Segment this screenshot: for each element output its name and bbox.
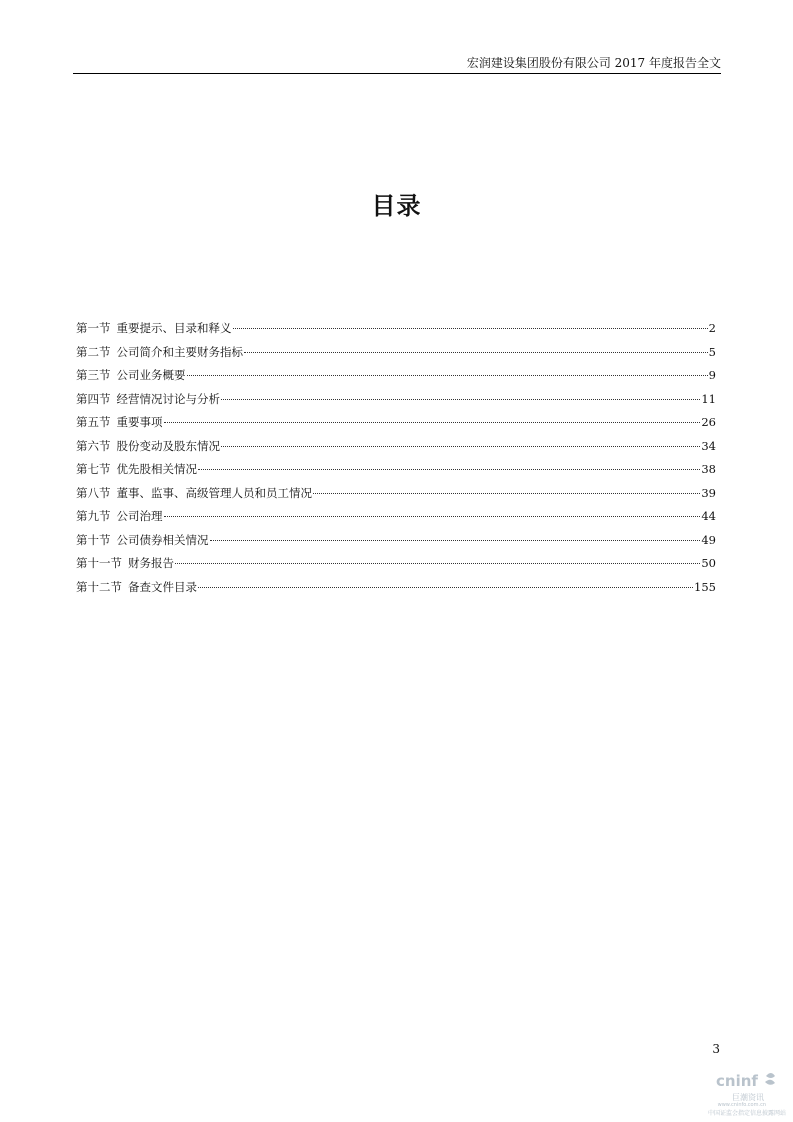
dot-leader — [164, 516, 701, 517]
dot-leader — [221, 446, 700, 447]
toc-page-number: 44 — [701, 509, 716, 523]
toc-entry-12[interactable] — [76, 576, 716, 600]
dot-leader — [187, 375, 708, 376]
toc-section-title: 优先股相关情况 — [116, 462, 197, 476]
page-header: 宏润建设集团股份有限公司 2017 年度报告全文 — [466, 56, 721, 70]
toc-entry-label — [76, 458, 197, 482]
toc-entry-label — [76, 482, 312, 506]
toc-entry-2[interactable] — [76, 341, 716, 365]
toc-entry-4[interactable] — [76, 388, 716, 412]
toc-entry-label — [76, 529, 209, 553]
dot-leader — [233, 328, 708, 329]
toc-entry-9[interactable] — [76, 505, 716, 529]
toc-section-number: 第八节 — [76, 485, 111, 500]
toc-section-title: 公司治理 — [116, 509, 163, 523]
toc-page-number: 38 — [701, 462, 716, 476]
page-number: 3 — [712, 1042, 720, 1056]
toc-entry-6[interactable] — [76, 435, 716, 459]
watermark-tagline: 中国证监会指定信息披露网站 — [707, 1110, 786, 1117]
toc-page-number: 50 — [701, 556, 716, 570]
toc-section-title: 公司简介和主要财务指标 — [116, 344, 243, 359]
toc-entry-label — [76, 576, 197, 600]
header-rule — [73, 73, 721, 74]
cninfo-logo-icon — [716, 1070, 776, 1092]
toc-section-title: 公司业务概要 — [116, 368, 186, 382]
toc-section-number: 第二节 — [76, 344, 111, 359]
toc-entry-7[interactable] — [76, 458, 716, 482]
toc-section-title: 重要事项 — [116, 415, 163, 429]
watermark-url: www.cninfo.com.cn — [717, 1102, 766, 1108]
toc-entry-3[interactable] — [76, 364, 716, 388]
toc-section-number: 第六节 — [76, 438, 111, 453]
toc-entry-1[interactable] — [76, 317, 716, 341]
toc-page-number: 39 — [701, 485, 716, 500]
watermark-subtitle: 巨潮资讯 — [732, 1093, 764, 1102]
toc-entry-label — [76, 411, 163, 435]
toc-page-number: 11 — [701, 391, 716, 406]
toc-page-number: 2 — [708, 321, 716, 335]
toc-entry-11[interactable] — [76, 552, 716, 576]
dot-leader — [175, 563, 700, 564]
toc-section-number: 第十节 — [76, 532, 111, 547]
table-of-contents — [76, 317, 716, 599]
dot-leader — [221, 399, 700, 400]
toc-section-title: 备查文件目录 — [128, 579, 197, 594]
toc-title: 目录 — [371, 192, 422, 220]
toc-section-title: 重要提示、目录和释义 — [116, 321, 232, 335]
toc-page-number: 5 — [708, 344, 716, 359]
toc-page-number: 34 — [701, 438, 716, 453]
dot-leader — [198, 587, 693, 588]
toc-section-number: 第三节 — [76, 368, 111, 382]
toc-entry-label — [76, 341, 243, 365]
toc-page-number: 49 — [701, 532, 716, 547]
dot-leader — [313, 493, 700, 494]
toc-page-number: 9 — [708, 368, 716, 382]
toc-page-number: 26 — [701, 415, 716, 429]
toc-section-title: 经营情况讨论与分析 — [116, 391, 220, 406]
toc-section-title: 财务报告 — [128, 556, 174, 570]
dot-leader — [210, 540, 701, 541]
toc-section-number: 第十二节 — [76, 579, 122, 594]
toc-section-number: 第四节 — [76, 391, 111, 406]
toc-page-number: 155 — [694, 579, 716, 594]
toc-entry-5[interactable] — [76, 411, 716, 435]
toc-entry-label — [76, 435, 220, 459]
toc-section-number: 第七节 — [76, 462, 111, 476]
toc-entry-label — [76, 388, 220, 412]
dot-leader — [198, 469, 700, 470]
toc-entry-label — [76, 505, 163, 529]
dot-leader — [244, 352, 708, 353]
watermark-brand: cninf — [716, 1072, 758, 1090]
toc-entry-label — [76, 552, 174, 576]
toc-section-number: 第九节 — [76, 509, 111, 523]
toc-section-title: 董事、监事、高级管理人员和员工情况 — [116, 485, 312, 500]
toc-entry-label — [76, 364, 186, 388]
toc-entry-8[interactable] — [76, 482, 716, 506]
toc-entry-label — [76, 317, 232, 341]
cninfo-watermark — [700, 1068, 790, 1118]
toc-section-title: 股份变动及股东情况 — [116, 438, 220, 453]
toc-section-number: 第五节 — [76, 415, 111, 429]
toc-section-title: 公司债券相关情况 — [116, 532, 209, 547]
dot-leader — [164, 422, 701, 423]
toc-section-number: 第一节 — [76, 321, 111, 335]
toc-section-number: 第十一节 — [76, 556, 122, 570]
toc-entry-10[interactable] — [76, 529, 716, 553]
